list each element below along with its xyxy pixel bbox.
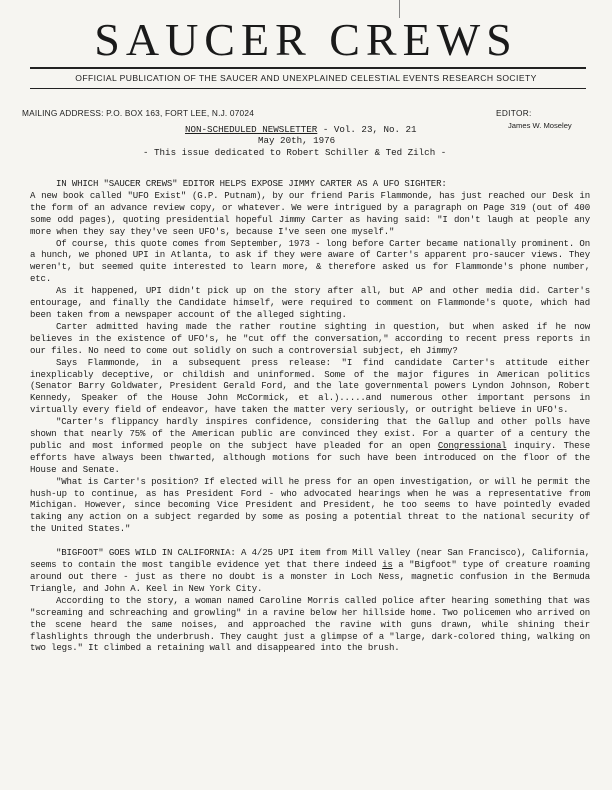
- article1-paragraph: [30, 416, 590, 476]
- article1-paragraph: Carter admitted having made the rather routine sighting in question, but when asked if he now believes in the existence of UFO's, he "cut off the conversation," according to recent press reports in our files. No need to come out solidly on such a controversial subject, eh Jimmy?: [30, 320, 590, 356]
- masthead-rule-bottom: [30, 88, 586, 89]
- mailing-address: MAILING ADDRESS: P.O. BOX 163, FORT LEE, N.J. 07024: [22, 108, 255, 118]
- text-run: inquiry. These efforts have always been thwarted, although motions for such have been introduced on the floor of the House and Senate.: [30, 439, 590, 475]
- text-run: a "Bigfoot" type of creature roaming around out there - just as there no doubt is a monster in Loch Ness, magnetic confusion in the Bermuda Triangle, and John A. Keel in New York City.: [30, 559, 591, 594]
- article1-paragraph: Of course, this quote comes from September, 1973 - long before Carter became nationally prominent. On a hunch, we phoned UPI in Atlanta, to ask if they were aware of Carter's apparent pro-saucer views. They weren't, but seemed quite interested to learn more, & therefore asked us for Flammonde's phone number, etc.: [30, 237, 590, 285]
- masthead-subtitle: OFFICIAL PUBLICATION OF THE SAUCER AND UNEXPLAINED CELESTIAL EVENTS RESEARCH SOCIETY: [75, 73, 537, 83]
- issue-line: [185, 124, 417, 135]
- editor-name: James W. Moseley: [508, 121, 572, 130]
- underlined-word: is: [382, 559, 393, 571]
- underlined-word: Congressional: [437, 439, 507, 451]
- article2-paragraph: [30, 547, 590, 595]
- masthead-title: SAUCER CREWS: [94, 14, 518, 65]
- volume-issue: - Vol. 23, No. 21: [317, 124, 417, 135]
- article2-headline: "BIGFOOT" GOES WILD IN CALIFORNIA:: [56, 547, 236, 559]
- article1-headline: IN WHICH "SAUCER CREWS" EDITOR HELPS EXPOSE JIMMY CARTER AS A UFO SIGHTER:: [56, 178, 447, 189]
- article1-paragraph: As it happened, UPI didn't pick up on the story after all, but AP and other media did. Carter's entourage, and finally the Candidate himself, were required to comment on Flammonde's quote, which had been taken from a newspaper account of the alleged sighting.: [30, 285, 590, 320]
- article-body: [30, 178, 590, 654]
- article1-paragraph: A new book called "UFO Exist" (G.P. Putnam), by our friend Paris Flammonde, has just reached our Desk in the form of an advance review copy, or whatever. We were intrigued by a paragraph on Page 319 (out of 400 some odd pages), quoting presidential hopeful Jimmy Carter as having said: "I don't laugh at people any more when they say they've seen UFO's, because I've seen one myself.": [30, 189, 590, 237]
- text-run: A 4/25 UPI item from Mill Valley (near San Francisco), California, seems to contain the most tangible evidence yet that there indeed: [30, 547, 590, 571]
- issue-date: May 20th, 1976: [258, 135, 336, 146]
- text-run: "Carter's flippancy hardly inspires confidence, considering that the Gallup and other polls have shown that nearly 75% of the American public are convinced they exist. For a quarter of a century the public and most informed people on the subject have pleaded for an open: [30, 416, 590, 451]
- editor-label: EDITOR:: [496, 108, 532, 118]
- article2-paragraph: According to the story, a woman named Caroline Morris called police after hearing something that was "screaming and schreaching and growling" in a ravine below her hillside home. Two policemen who arrived on the scene heard the same noises, and approached the ravine with guns drawn, while shining their flashlights through the underbrush. They caught just a glimpse of a "large, dark-colored thing, walking on two legs." It climbed a retaining wall and disappeared into the brush.: [30, 594, 590, 654]
- masthead-rule-top: [30, 67, 586, 69]
- article1-paragraph: "What is Carter's position? If elected will he press for an open investigation, or will he permit the hush-up to continue, as has President Ford - who advocated hearings when he was a representative from Michigan. However, since becoming Vice President and President, he too seems to have pointedly evaded taking any action on a subject regarded by some as posing a potential threat to the national security of the United States.": [30, 475, 590, 535]
- dedication: - This issue dedicated to Robert Schiller & Ted Zilch -: [143, 147, 447, 158]
- newsletter-name: NON-SCHEDULED NEWSLETTER: [185, 124, 318, 135]
- article1-paragraph: Says Flammonde, in a subsequent press release: "I find candidate Carter's attitude either inexplicably deceptive, or childish and uninformed. Some of the major figures in American politics (Senator Barry Goldwater, President Gerald Ford, and the late governmental powers Lyndon Johnson, Robert Kennedy, Speaker of the House John McCormick, et al.).....and numerous other important persons in virtually every field of endeavor, have taken the matter very seriously, or outright believe in UFO's.: [30, 356, 590, 416]
